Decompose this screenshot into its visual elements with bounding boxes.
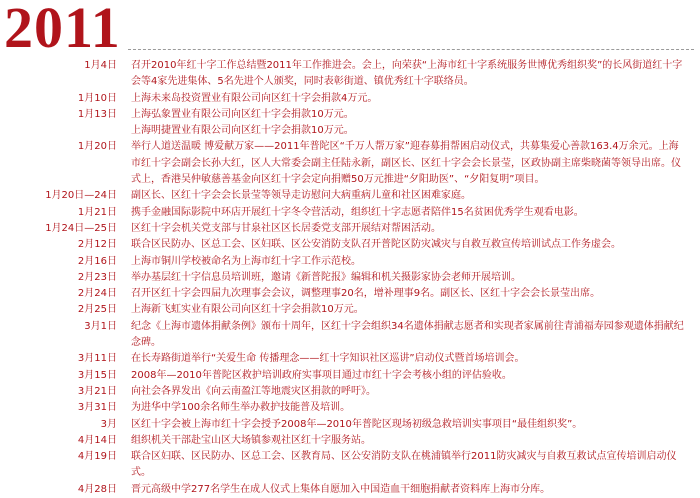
entry-text: 上海市铜川学校被命名为上海市红十字工作示范校。: [131, 255, 361, 267]
timeline-entry: [0, 188, 700, 204]
entry-text: 召开2010年红十字工作总结暨2011年工作推进会。会上，向荣获“上海市红十字系统服务世博优秀组织奖”的长风街道红十字会等4家先进集体、5名先进个人颁奖，同时表彰街道、镇优秀红十字联络员。: [131, 60, 683, 88]
entry-text: 举办基层红十字信息员培训班，邀请《新普陀报》编辑和机关摄影家协会老师开展培训。: [131, 271, 521, 283]
entry-date: 3月21日: [77, 385, 117, 397]
timeline-entry: [0, 449, 700, 482]
entry-date: 2月25日: [77, 304, 117, 316]
entry-text: 为进华中学100余名师生举办救护技能普及培训。: [131, 402, 351, 414]
entry-date: 1月20日: [77, 141, 117, 153]
entry-date: 1月24日—25日: [45, 222, 117, 234]
entry-text: 区红十字会机关党支部与甘泉社区区长居委党支部开展结对帮困活动。: [131, 222, 441, 234]
entry-date: 4月14日: [77, 434, 117, 446]
timeline-entry: [0, 384, 700, 400]
timeline-entry: [0, 139, 700, 188]
timeline-entry: [0, 237, 700, 253]
entry-date: 1月10日: [77, 92, 117, 104]
timeline-entry: [0, 302, 700, 318]
entry-text: 2008年—2010年普陀区救护培训政府实事项目通过市红十字会考核小组的评估验收。: [131, 369, 512, 381]
entry-text: 上海未来岛投资置业有限公司向区红十字会捐款4万元。: [131, 92, 378, 104]
entry-text: 区红十字会被上海市红十字会授予2008年—2010年普陀区现场初级急救培训实事项目“最佳组织奖”。: [131, 418, 583, 430]
entry-text: 在长寿路街道举行“关爱生命 传播理念——红十字知识社区巡讲”启动仪式暨首场培训会。: [131, 353, 525, 365]
entry-text: 上海明捷置业有限公司向区红十字会捐款10万元。: [131, 125, 354, 137]
entry-text: 上海弘象置业有限公司向区红十字会捐款10万元。: [131, 108, 354, 120]
year-heading: 2011: [4, 0, 121, 60]
entry-date: 3月1日: [84, 320, 117, 332]
timeline-entry: [0, 221, 700, 237]
entry-text: 向社会各界发出《向云南盈江等地震灾区捐款的呼吁》。: [131, 385, 376, 397]
entry-date: 1月4日: [84, 60, 117, 71]
entry-date: 3月: [100, 418, 117, 430]
timeline-entry: [0, 205, 700, 221]
timeline-entry: [0, 123, 700, 139]
entry-text: 晋元高级中学277名学生在成人仪式上集体自愿加入中国造血干细胞捐献者资料库上海市分库。: [131, 483, 551, 495]
entry-text: 联合区妇联、区民防办、区总工会、区教育局、区公安消防支队在桃浦镇举行2011防灾减灾与自救互救试点宣传培训启动仪式。: [131, 451, 677, 479]
entry-date: 1月13日: [77, 108, 117, 120]
entry-text: 召开区红十字会四届九次理事会会议，调整理事20名，增补理事9名。副区长、区红十字会会长景莹出席。: [131, 288, 601, 300]
entry-date: 4月28日: [77, 483, 117, 495]
timeline-entry: [0, 482, 700, 498]
entry-date: 2月23日: [77, 271, 117, 283]
entry-date: 3月11日: [77, 353, 117, 365]
timeline-entry: [0, 400, 700, 416]
entry-date: 1月20日—24日: [45, 190, 117, 202]
timeline-entry: [0, 286, 700, 302]
entry-date: 4月19日: [77, 451, 117, 463]
entry-date: 2月24日: [77, 288, 117, 300]
timeline-entry: [0, 107, 700, 123]
entry-date: 3月15日: [77, 369, 117, 381]
timeline-entry: [0, 368, 700, 384]
timeline-entry: [0, 254, 700, 270]
entry-text: 副区长、区红十字会会长景莹等领导走访慰问大病重病儿童和社区困难家庭。: [131, 190, 471, 202]
timeline-entry: [0, 319, 700, 352]
entry-date: 1月21日: [77, 206, 117, 218]
entry-text: 纪念《上海市遗体捐献条例》颁布十周年，区红十字会组织34名遗体捐献志愿者和实现者家属前往青浦福寿园参观遗体捐献纪念碑。: [131, 320, 684, 349]
entry-text: 联合区民防办、区总工会、区妇联、区公安消防支队召开普陀区防灾减灾与自救互救宣传培训试点工作务虚会。: [131, 239, 621, 251]
timeline-entry: [0, 270, 700, 286]
dashed-divider: [128, 49, 694, 50]
entry-text: 举行人道送温暖 博爱献万家——2011年普陀区“千万人帮万家”迎春募捐帮困启动仪式，共募集爱心善款163.4万余元。上海市红十字会副会长孙大红，区人大常委会副主任陆永新，副区长、区红十字会会长景莹，区政协副主席柴晓菌等领导出席。仪式上，香港吴仲敏慈善基金向区红十字会定向捐赠50万元推进“夕阳助医”、“夕阳复明”项目。: [131, 141, 681, 186]
entry-date: 2月12日: [77, 239, 117, 251]
entry-text: 组织机关干部赴宝山区大场镇参观社区红十字服务站。: [131, 434, 371, 446]
entry-date: 2月16日: [77, 255, 117, 267]
timeline-entry: [0, 91, 700, 107]
timeline-entry: [0, 433, 700, 449]
entry-date: 3月31日: [77, 402, 117, 414]
entry-text: 上海新飞虹实业有限公司向区红十字会捐款10万元。: [131, 304, 364, 316]
timeline-entry: [0, 417, 700, 433]
event-timeline: [0, 58, 700, 498]
entry-text: 携手金融国际影院中环店开展红十字冬令营活动，组织红十字志愿者陪伴15名贫困优秀学生观看电影。: [131, 206, 584, 218]
timeline-entry: [0, 351, 700, 367]
timeline-entry: [0, 58, 700, 91]
